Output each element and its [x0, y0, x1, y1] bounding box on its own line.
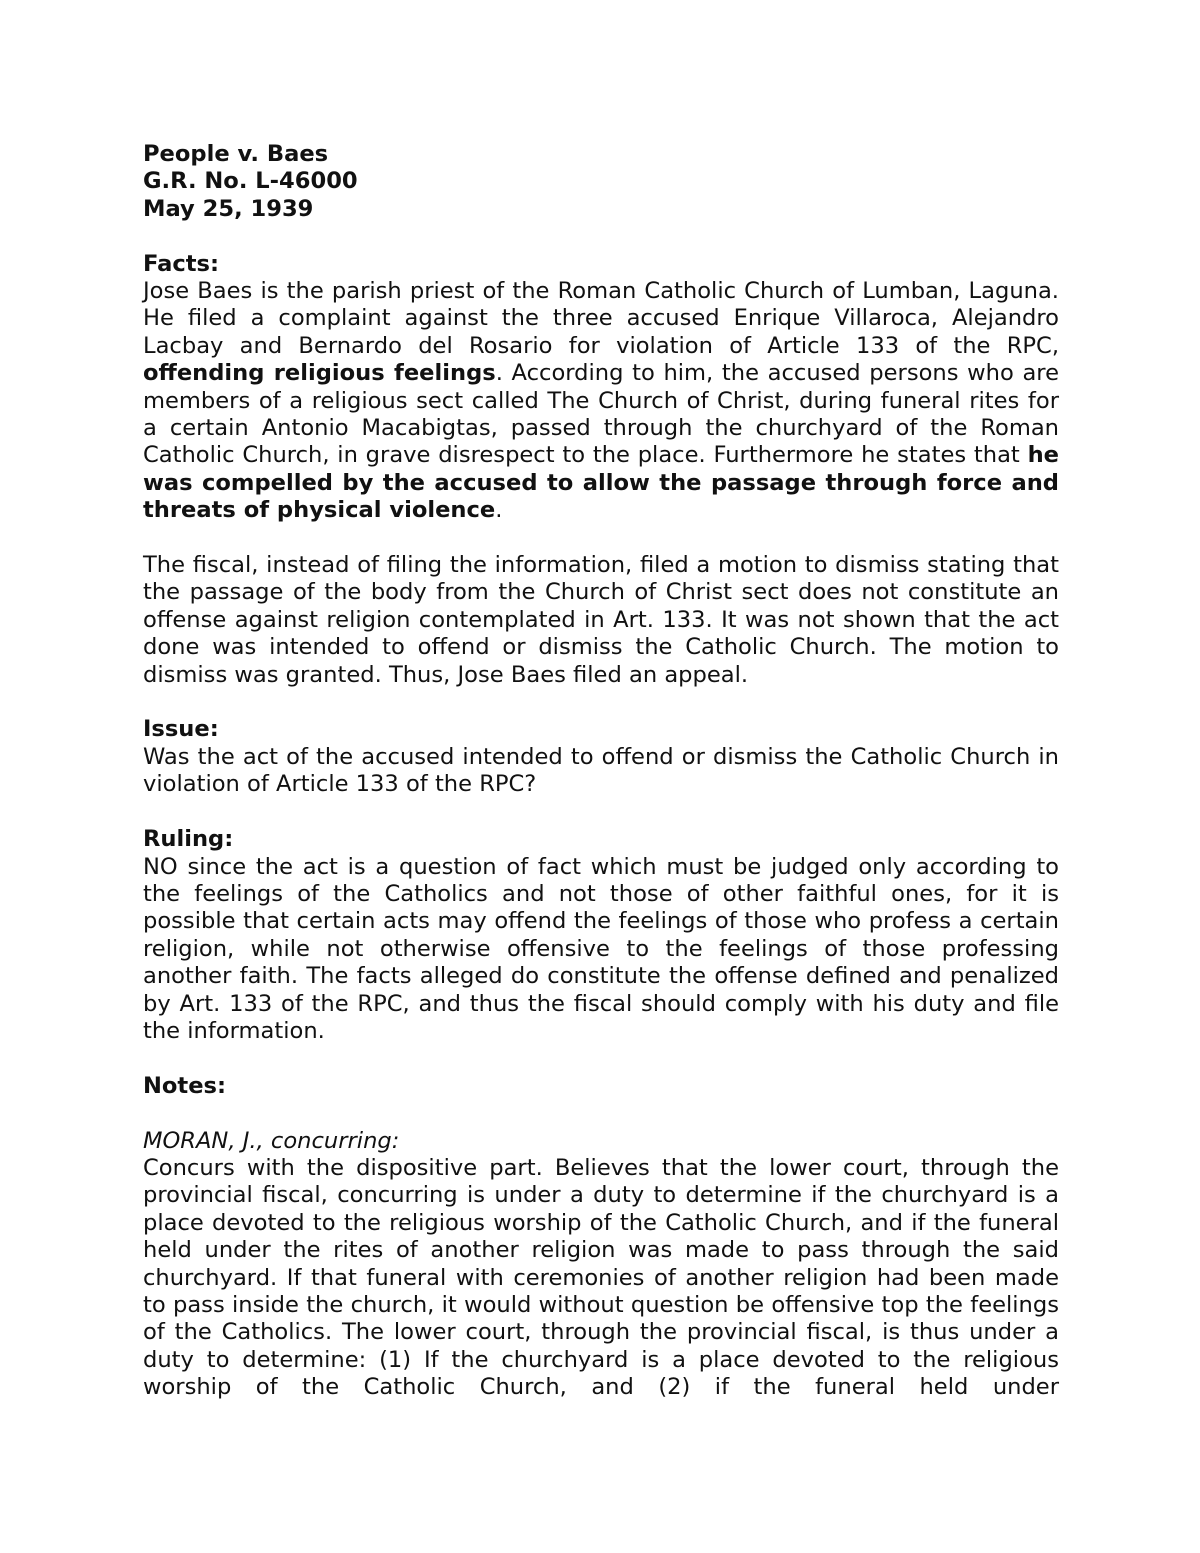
facts-p1-text-1: Jose Baes is the parish priest of the Roman Catholic Church of Lumban, Laguna. He filed a complaint against the three accused Enrique Villaroca, Alejandro Lacbay and Bernardo del Rosario for violation of Article 133 of the RPC,	[143, 278, 1059, 359]
spacer	[143, 525, 1059, 552]
facts-paragraph-2: The fiscal, instead of filing the information, filed a motion to dismiss stating that the passage of the body from the Church of Christ sect does not constitute an offense against religion contemplated in Art. 133. It was not shown that the act done was intended to offend or dismiss the Catholic Church. The motion to dismiss was granted. Thus, Jose Baes filed an appeal.	[143, 552, 1059, 688]
facts-p1-bold-1: offending religious feelings	[143, 360, 496, 387]
facts-paragraph-1	[143, 278, 1059, 525]
case-title: People v. Baes	[143, 141, 329, 167]
issue-heading: Issue:	[143, 716, 219, 743]
facts-p1-end: .	[495, 497, 503, 524]
issue-text: Was the act of the accused intended to offend or dismiss the Catholic Church in violation of Article 133 of the RPC?	[143, 743, 1059, 798]
spacer	[143, 689, 1059, 716]
spacer	[143, 1045, 1059, 1072]
notes-text: Concurs with the dispositive part. Believes that the lower court, through the provincial fiscal, concurring is under a duty to determine if the churchyard is a place devoted to the religious worship of the Catholic Church, and if the funeral held under the rites of another religion was made to pass through the said churchyard. If that funeral with ceremonies of another religion had been made to pass inside the church, it would without question be offensive top the feelings of the Catholics. The lower court, through the provincial fiscal, is thus under a duty to determine: (1) If the churchyard is a place devoted to the religious worship of the Catholic Church, and (2) if the funeral held under	[143, 1154, 1059, 1401]
concurring-opinion-label: MORAN, J., concurring:	[143, 1127, 400, 1154]
facts-p1-text-2: . According to him, the accused persons who are members of a religious sect called The Church of Christ, during funeral rites for a certain Antonio Macabigtas, passed through the churchyard of the Roman Catholic Church, in grave disrespect to the place. Furthermore he states that	[143, 360, 1059, 469]
case-date: May 25, 1939	[143, 195, 314, 222]
document-page	[143, 141, 1059, 1402]
ruling-text: NO since the act is a question of fact which must be judged only according to the feelings of the Catholics and not those of other faithful ones, for it is possible that certain acts may offend the feelings of those who profess a certain religion, while not otherwise offensive to the feelings of those professing another faith. The facts alleged do constitute the offense defined and penalized by Art. 133 of the RPC, and thus the fiscal should comply with his duty and file the information.	[143, 853, 1059, 1044]
ruling-heading: Ruling:	[143, 826, 234, 853]
facts-heading: Facts:	[143, 250, 220, 277]
spacer	[143, 1100, 1059, 1127]
spacer	[143, 799, 1059, 826]
spacer	[143, 223, 1059, 250]
case-gr-number: G.R. No. L-46000	[143, 168, 358, 195]
facts-p1-bold-2: he was compelled by the accused to allow the passage through force and threats of physical violence	[143, 442, 1059, 524]
notes-heading: Notes:	[143, 1072, 227, 1099]
